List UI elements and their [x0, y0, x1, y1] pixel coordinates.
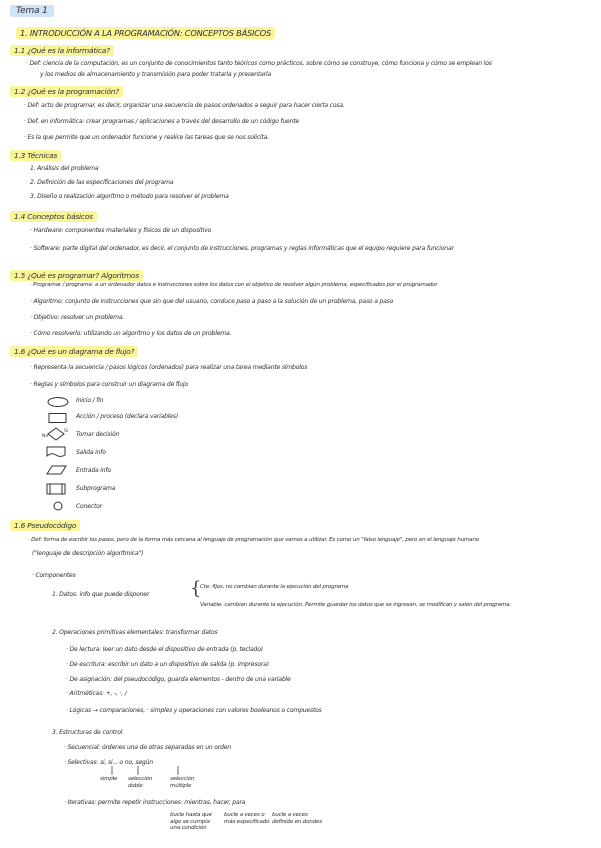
symbol-label-subprogram: Subprograma — [76, 485, 116, 492]
datos-constante: Cte: fijos, no cambian durante la ejecución del programa — [200, 584, 349, 590]
heading-1-5: 1.5 ¿Qué es programar? Algoritmos — [10, 270, 143, 281]
input-parallelogram-icon — [44, 463, 70, 477]
text-1-3-line-2: 2. Definición de las especificaciones del programa — [30, 179, 174, 186]
heading-pseudocodigo: 1.6 Pseudocódigo — [10, 520, 80, 531]
sel-simple: simple — [100, 776, 118, 782]
text-1-6-line-1: · Representa la secuencia / pasos lógicos (ordenados) para realizar una tarea mediante símbolos — [30, 364, 308, 371]
text-1-4-line-1: · Hardware: componentes materiales y físicos de un dispositivo — [30, 227, 212, 234]
op-escritura: · De escritura: escribir un dato a un dispositivo de salida (p. impresora) — [66, 661, 269, 668]
symbol-label-connector: Conector — [76, 503, 102, 510]
symbol-label-terminal: Inicio / fin — [76, 397, 104, 404]
op-lectura: · De lectura: leer un dato desde el dispositivo de entrada (p. teclado) — [66, 646, 263, 653]
decision-no-mark: No — [42, 434, 49, 439]
operaciones-label: 2. Operaciones primitivas elementales: transformar datos — [52, 629, 218, 636]
it-para: bucle a veces definido en dondes — [272, 812, 322, 825]
est-secuencial: · Secuencial: órdenes una de otras separadas en un orden — [64, 744, 231, 751]
datos-brace: { — [190, 578, 202, 599]
decision-diamond-icon — [42, 426, 74, 442]
symbol-label-process: Acción / proceso (declara variables) — [76, 413, 179, 420]
output-document-icon — [44, 445, 70, 459]
terminal-oval-icon — [46, 396, 70, 408]
symbol-label-decision: Tomar decisión — [76, 431, 120, 438]
heading-1-6: 1.6 ¿Qué es un diagrama de flujo? — [10, 346, 138, 357]
text-1-5-line-4: · Cómo resolverlo: utilizando un algoritmo y los datos de un problema. — [30, 330, 232, 337]
heading-1-1: 1.1 ¿Qué es la informática? — [10, 45, 114, 56]
page-title: Tema 1 — [10, 5, 54, 17]
text-1-4-line-2: · Software: parte digital del ordenador, es decir, el conjunto de instrucciones, programas y reglas informáticas que el equipo requiere para funcionar — [30, 245, 454, 252]
subprogram-icon — [44, 482, 70, 496]
heading-1-3: 1.3 Técnicas — [10, 150, 61, 161]
est-iterativas: · Iterativas: permite repetir instrucciones: mientras, hacer, para — [64, 799, 246, 806]
componentes-label: · Componentes — [32, 572, 76, 579]
est-selectivas: · Selectivas: si, si... o no, según — [64, 759, 153, 766]
pseudo-def-line-2: ("lenguaje de descripción algorítmica") — [32, 550, 144, 557]
text-1-2-line-3: · Es la que permite que un ordenador funcione y realice las tareas que se nos solicita. — [24, 134, 269, 141]
text-1-1-line-2: y los medios de almacenamiento y transmisión para poder tratarla y presentarla — [40, 71, 272, 78]
it-hacer: bucle a veces o más especificado — [224, 812, 270, 825]
connector-circle-icon — [48, 500, 68, 512]
pseudo-def-line-1: · Def: forma de escribir los pasos, pero de la forma más cercana al lenguaje de programación que vamos a utilizar. Es como un "falso lenguaje", pero en el lenguaje humano — [28, 537, 479, 543]
sel-multiple: selección múltiple — [170, 776, 195, 789]
heading-1-4: 1.4 Conceptos básicos — [10, 211, 97, 222]
text-1-2-line-2: · Def. en informática: crear programas / aplicaciones a través del desarrollo de un código fuente — [24, 118, 299, 125]
text-1-1-line-1: · Def: ciencia de la computación, es un conjunto de conocimientos tanto teóricos como prácticos, sobre cómo se construye, cómo funciona y cómo se emplean los — [26, 60, 492, 67]
symbol-label-input: Entrada info — [76, 467, 111, 474]
text-1-5-line-1: · Programar / programa: a un ordenador datos e instrucciones sobre los datos con el objetivo de resolver algún problema, especificados por el programador — [30, 282, 438, 288]
op-asignacion: · De asignación: del pseudocódigo, guarda elementos - dentro de una variable — [66, 676, 291, 683]
text-1-3-line-3: 3. Diseño o realización algoritmo o método para resolver el problema — [30, 193, 229, 200]
heading-1-2: 1.2 ¿Qué es la programación? — [10, 86, 123, 97]
estructuras-label: 3. Estructuras de control — [52, 729, 123, 736]
section-1-heading: 1. INTRODUCCIÓN A LA PROGRAMACIÓN: CONCEPTOS BÁSICOS — [16, 27, 275, 39]
text-1-5-line-3: · Objetivo: resolver un problema. — [30, 314, 125, 321]
text-1-5-line-2: · Algoritmo: conjunto de instrucciones que sin que del usuario, conduce paso a paso a la solución de un problema, paso a paso — [30, 298, 394, 305]
it-mientras: bucle hasta que algo se cumpla una condición — [170, 812, 212, 832]
datos-variable: Variable: cambian durante la ejecución. Permite guardar los datos que se ingresan, se modifican y salen del programa. — [200, 602, 511, 608]
text-1-3-line-1: 1. Análisis del problema — [30, 165, 99, 172]
process-rectangle-icon — [46, 412, 70, 424]
datos-label: 1. Datos: info que puede disponer — [52, 591, 150, 598]
op-logicas: · Lógicas → comparaciones, · simples y operaciones con valores booleanos o compuestos — [66, 707, 322, 714]
text-1-6-line-2: · Reglas y símbolos para construir un diagrama de flujo — [30, 381, 188, 388]
sel-doble: selección doble — [128, 776, 153, 789]
text-1-2-line-1: · Def: acto de programar, es decir, organizar una secuencia de pasos ordenados a seguir para hacer cierta cosa. — [24, 102, 345, 109]
decision-yes-mark: Si — [64, 429, 69, 434]
symbol-label-output: Salida info — [76, 449, 106, 456]
op-aritmeticas: · Aritméticas: +, -, ·, / — [66, 690, 127, 697]
